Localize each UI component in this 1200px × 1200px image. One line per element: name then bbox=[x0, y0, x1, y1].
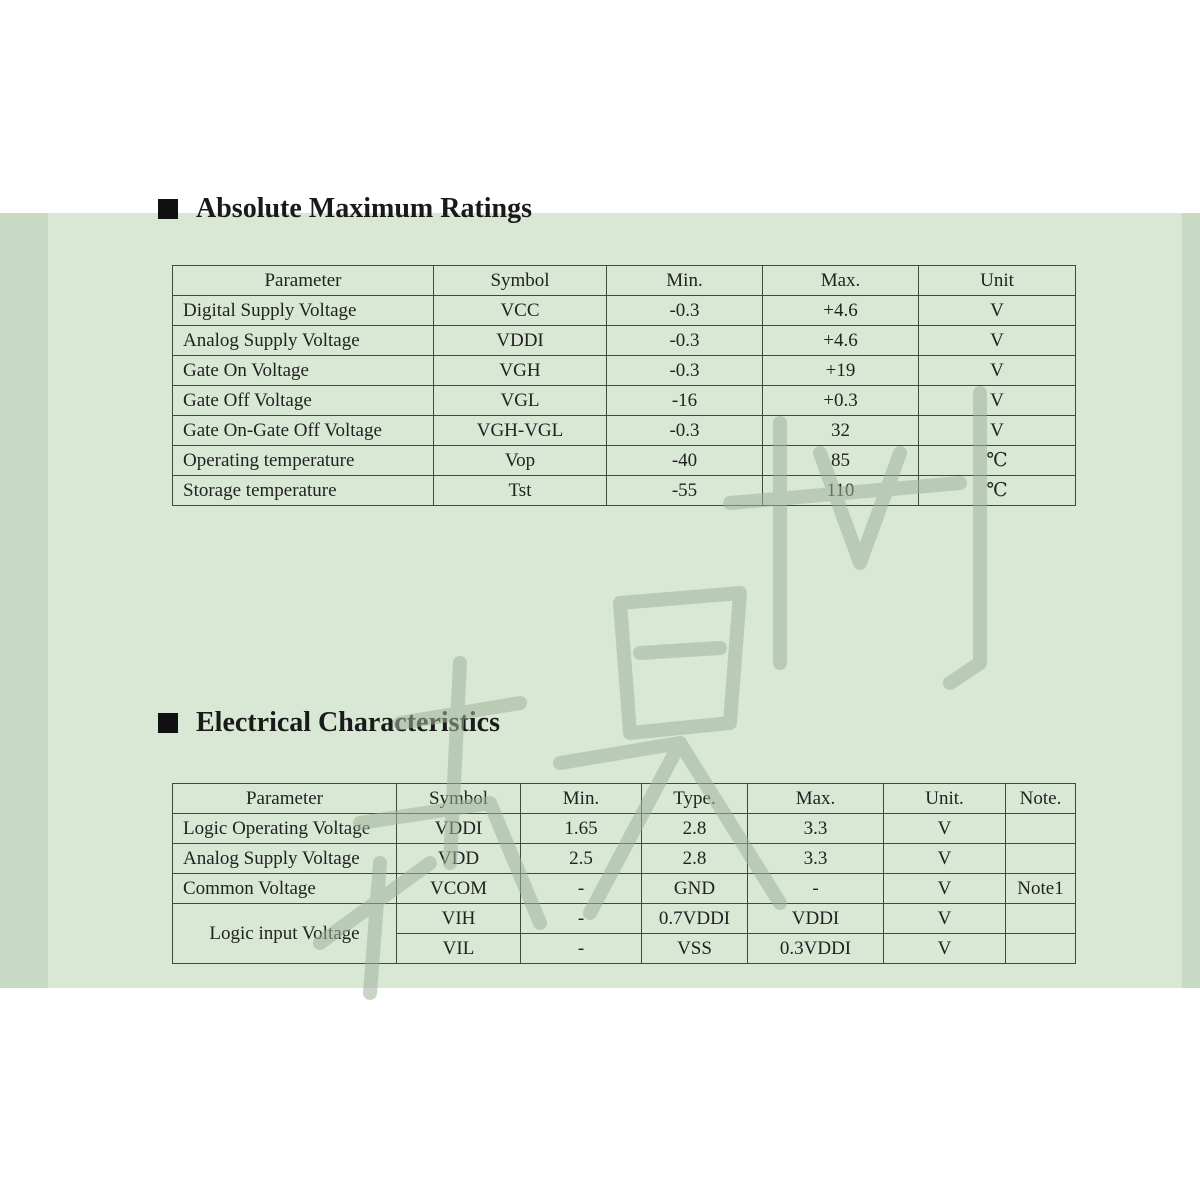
symbol-cell: VDDI bbox=[434, 326, 607, 356]
header-cell: Type. bbox=[642, 784, 748, 814]
max-cell: +0.3 bbox=[763, 386, 919, 416]
symbol-cell: VIL bbox=[397, 934, 521, 964]
max-cell: 3.3 bbox=[748, 814, 884, 844]
table-row bbox=[173, 386, 1076, 416]
max-cell: +4.6 bbox=[763, 296, 919, 326]
parameter-cell: Analog Supply Voltage bbox=[173, 844, 397, 874]
symbol-cell: VGH bbox=[434, 356, 607, 386]
header-cell: Unit bbox=[919, 266, 1076, 296]
unit-cell: V bbox=[919, 326, 1076, 356]
bullet-square-icon bbox=[158, 199, 178, 219]
min-cell: -0.3 bbox=[607, 356, 763, 386]
table-row bbox=[173, 296, 1076, 326]
symbol-cell: VGH-VGL bbox=[434, 416, 607, 446]
parameter-cell: Storage temperature bbox=[173, 476, 434, 506]
max-cell: 85 bbox=[763, 446, 919, 476]
note-cell bbox=[1006, 814, 1076, 844]
note-cell: Note1 bbox=[1006, 874, 1076, 904]
document-page bbox=[0, 193, 1200, 988]
symbol-cell: VCOM bbox=[397, 874, 521, 904]
table-row bbox=[173, 446, 1076, 476]
max-cell: 32 bbox=[763, 416, 919, 446]
table-row bbox=[173, 874, 1076, 904]
table-row bbox=[173, 416, 1076, 446]
symbol-cell: VGL bbox=[434, 386, 607, 416]
section-heading-text: Electrical Characteristics bbox=[196, 707, 500, 738]
typ-cell: 0.7VDDI bbox=[642, 904, 748, 934]
unit-cell: V bbox=[884, 904, 1006, 934]
max-cell: - bbox=[748, 874, 884, 904]
bullet-square-icon bbox=[158, 713, 178, 733]
min-cell: -55 bbox=[607, 476, 763, 506]
table-row bbox=[173, 844, 1076, 874]
max-cell: VDDI bbox=[748, 904, 884, 934]
min-cell: - bbox=[521, 934, 642, 964]
max-cell: +4.6 bbox=[763, 326, 919, 356]
typ-cell: VSS bbox=[642, 934, 748, 964]
min-cell: -0.3 bbox=[607, 416, 763, 446]
symbol-cell: VCC bbox=[434, 296, 607, 326]
note-cell bbox=[1006, 844, 1076, 874]
section-heading-absolute-maximum-ratings bbox=[158, 193, 532, 225]
unit-cell: V bbox=[919, 356, 1076, 386]
unit-cell: V bbox=[919, 296, 1076, 326]
unit-cell: V bbox=[919, 386, 1076, 416]
parameter-cell: Gate On-Gate Off Voltage bbox=[173, 416, 434, 446]
header-cell: Parameter bbox=[173, 266, 434, 296]
header-cell: Max. bbox=[763, 266, 919, 296]
header-cell: Parameter bbox=[173, 784, 397, 814]
symbol-cell: VIH bbox=[397, 904, 521, 934]
header-cell: Min. bbox=[607, 266, 763, 296]
unit-cell: V bbox=[884, 934, 1006, 964]
min-cell: - bbox=[521, 904, 642, 934]
symbol-cell: Vop bbox=[434, 446, 607, 476]
min-cell: -0.3 bbox=[607, 296, 763, 326]
table-row bbox=[173, 904, 1076, 934]
unit-cell: ℃ bbox=[919, 476, 1076, 506]
min-cell: -16 bbox=[607, 386, 763, 416]
unit-cell: V bbox=[919, 416, 1076, 446]
table-row bbox=[173, 326, 1076, 356]
parameter-cell: Logic Operating Voltage bbox=[173, 814, 397, 844]
absolute-maximum-ratings-table bbox=[172, 265, 1076, 506]
max-cell: 0.3VDDI bbox=[748, 934, 884, 964]
unit-cell: ℃ bbox=[919, 446, 1076, 476]
header-cell: Max. bbox=[748, 784, 884, 814]
table-row bbox=[173, 814, 1076, 844]
note-cell bbox=[1006, 934, 1076, 964]
symbol-cell: Tst bbox=[434, 476, 607, 506]
parameter-cell: Gate Off Voltage bbox=[173, 386, 434, 416]
section-heading-electrical-characteristics bbox=[158, 707, 500, 739]
min-cell: -40 bbox=[607, 446, 763, 476]
typ-cell: 2.8 bbox=[642, 814, 748, 844]
symbol-cell: VDDI bbox=[397, 814, 521, 844]
parameter-cell: Common Voltage bbox=[173, 874, 397, 904]
header-cell: Symbol bbox=[397, 784, 521, 814]
parameter-cell: Digital Supply Voltage bbox=[173, 296, 434, 326]
note-cell bbox=[1006, 904, 1076, 934]
table-header-row bbox=[173, 784, 1076, 814]
table-row bbox=[173, 476, 1076, 506]
symbol-cell: VDD bbox=[397, 844, 521, 874]
typ-cell: GND bbox=[642, 874, 748, 904]
min-cell: -0.3 bbox=[607, 326, 763, 356]
header-cell: Min. bbox=[521, 784, 642, 814]
parameter-cell: Logic input Voltage bbox=[173, 904, 397, 964]
parameter-cell: Operating temperature bbox=[173, 446, 434, 476]
electrical-characteristics-table bbox=[172, 783, 1076, 964]
min-cell: 2.5 bbox=[521, 844, 642, 874]
max-cell: 110 bbox=[763, 476, 919, 506]
unit-cell: V bbox=[884, 844, 1006, 874]
min-cell: - bbox=[521, 874, 642, 904]
header-cell: Unit. bbox=[884, 784, 1006, 814]
min-cell: 1.65 bbox=[521, 814, 642, 844]
section-heading-text: Absolute Maximum Ratings bbox=[196, 193, 533, 224]
table-header-row bbox=[173, 266, 1076, 296]
parameter-cell: Gate On Voltage bbox=[173, 356, 434, 386]
unit-cell: V bbox=[884, 814, 1006, 844]
typ-cell: 2.8 bbox=[642, 844, 748, 874]
header-cell: Note. bbox=[1006, 784, 1076, 814]
parameter-cell: Analog Supply Voltage bbox=[173, 326, 434, 356]
max-cell: 3.3 bbox=[748, 844, 884, 874]
table-row bbox=[173, 356, 1076, 386]
unit-cell: V bbox=[884, 874, 1006, 904]
max-cell: +19 bbox=[763, 356, 919, 386]
header-cell: Symbol bbox=[434, 266, 607, 296]
